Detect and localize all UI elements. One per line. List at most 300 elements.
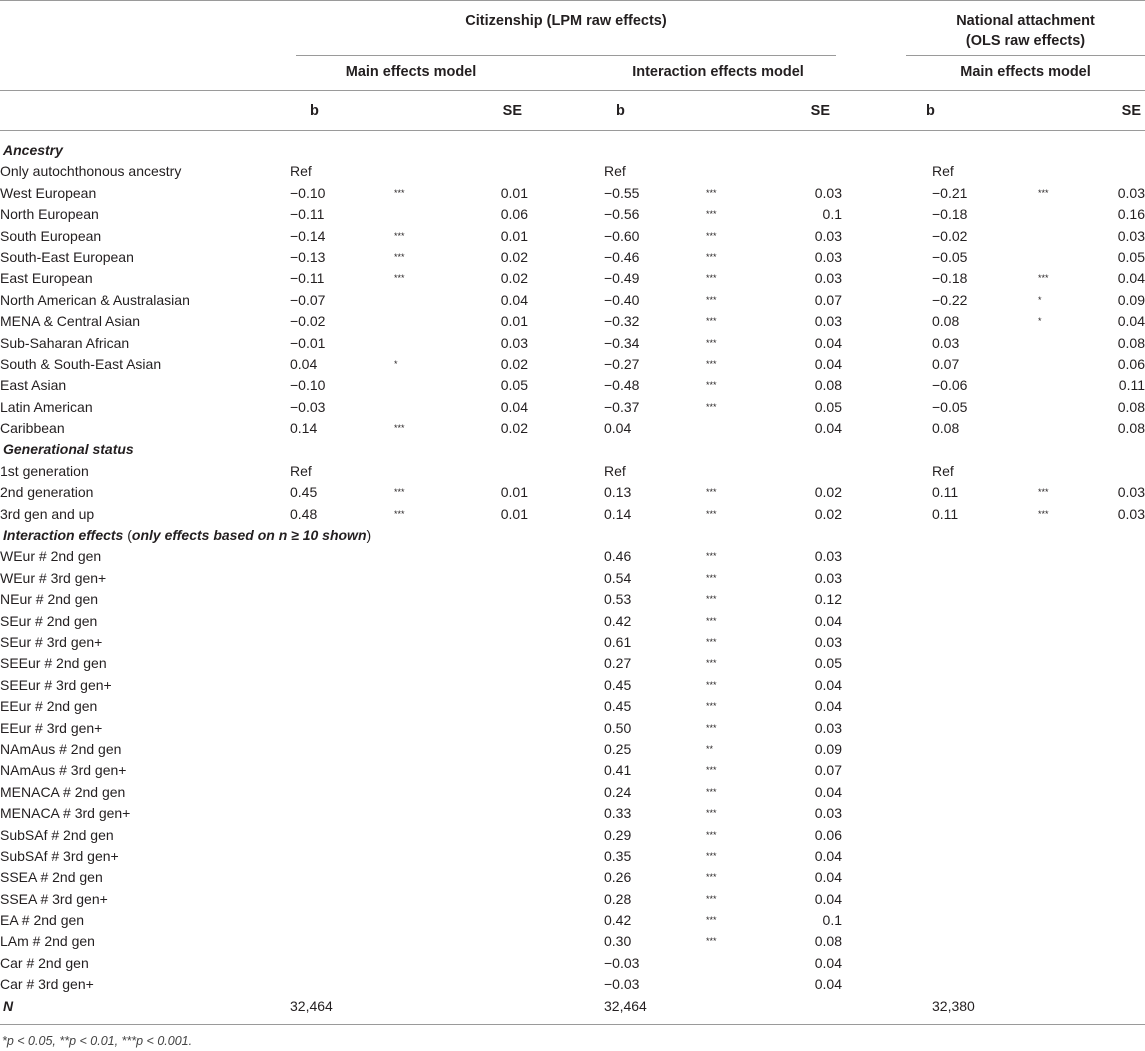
b-cell bbox=[290, 739, 394, 760]
sig-cell bbox=[394, 397, 458, 418]
se-cell bbox=[458, 739, 528, 760]
b-cell bbox=[290, 696, 394, 717]
sig-cell bbox=[1038, 354, 1112, 375]
sig-cell bbox=[1038, 910, 1112, 931]
se-cell: 0.11 bbox=[1118, 377, 1145, 394]
table-row bbox=[0, 803, 1145, 824]
se-cell: 0.02 bbox=[500, 355, 528, 372]
se-cell bbox=[1112, 611, 1145, 632]
table-row bbox=[0, 204, 1145, 225]
b-cell: 0.41 bbox=[604, 762, 632, 779]
sig-cell bbox=[1038, 226, 1112, 247]
se-cell: 0.01 bbox=[500, 227, 528, 244]
b-cell: 0.26 bbox=[604, 869, 632, 886]
b-cell: −0.60 bbox=[604, 227, 640, 244]
table-row bbox=[0, 974, 1145, 995]
sig-cell: *** bbox=[706, 765, 717, 776]
se-cell: 0.01 bbox=[500, 484, 528, 501]
se-cell bbox=[1112, 718, 1145, 739]
sig-cell bbox=[394, 931, 458, 952]
row-label: SSEA # 2nd gen bbox=[0, 869, 103, 886]
table-row bbox=[0, 290, 1145, 311]
sig-cell: *** bbox=[706, 508, 717, 519]
b-cell bbox=[290, 718, 394, 739]
se-cell: 0.1 bbox=[822, 912, 842, 929]
results-table bbox=[0, 140, 1145, 1017]
se-cell: 0.01 bbox=[500, 184, 528, 201]
b-cell bbox=[290, 931, 394, 952]
sig-cell bbox=[706, 974, 776, 995]
table-row bbox=[0, 846, 1145, 867]
se-cell: 0.04 bbox=[814, 869, 842, 886]
b-cell bbox=[290, 611, 394, 632]
b-cell: 0.33 bbox=[604, 805, 632, 822]
b-cell: −0.22 bbox=[932, 291, 968, 308]
header-national-attachment-line2: (OLS raw effects) bbox=[965, 33, 1086, 49]
table-row bbox=[0, 953, 1145, 974]
sig-cell: *** bbox=[706, 380, 717, 391]
b-cell: 0.07 bbox=[932, 355, 960, 372]
b-cell bbox=[290, 675, 394, 696]
table-row bbox=[0, 354, 1145, 375]
sig-cell bbox=[394, 889, 458, 910]
b-cell: 0.53 bbox=[604, 591, 632, 608]
se-cell bbox=[458, 546, 528, 567]
sig-cell bbox=[394, 204, 458, 225]
se-cell: 0.07 bbox=[814, 762, 842, 779]
table-row bbox=[0, 183, 1145, 204]
sig-cell bbox=[1038, 632, 1112, 653]
b-cell: 32,464 bbox=[604, 997, 647, 1014]
b-cell: −0.55 bbox=[604, 184, 640, 201]
se-cell: 0.07 bbox=[814, 291, 842, 308]
sig-cell: *** bbox=[394, 251, 405, 262]
sig-cell: *** bbox=[706, 850, 717, 861]
b-cell: −0.10 bbox=[290, 184, 326, 201]
row-label: NEur # 2nd gen bbox=[0, 591, 99, 608]
b-cell bbox=[290, 953, 394, 974]
table-row bbox=[0, 504, 1145, 525]
se-cell: 0.04 bbox=[1117, 313, 1145, 330]
b-cell bbox=[290, 589, 394, 610]
b-cell: 0.27 bbox=[604, 655, 632, 672]
sig-cell bbox=[1038, 846, 1112, 867]
section-label: Generational status bbox=[3, 441, 134, 458]
header-main-effects-model-2: Main effects model bbox=[960, 64, 1091, 80]
row-label: SEur # 2nd gen bbox=[0, 612, 98, 629]
row-label: 2nd generation bbox=[0, 484, 94, 501]
table-row bbox=[0, 418, 1145, 439]
b-cell bbox=[290, 546, 394, 567]
se-cell: 0.05 bbox=[1117, 248, 1145, 265]
sig-cell: *** bbox=[394, 230, 405, 241]
se-cell bbox=[1112, 782, 1145, 803]
sig-cell: *** bbox=[706, 701, 717, 712]
se-cell: 0.04 bbox=[814, 847, 842, 864]
b-cell bbox=[290, 846, 394, 867]
se-cell bbox=[1112, 461, 1145, 482]
b-cell bbox=[290, 889, 394, 910]
b-cell: Ref bbox=[290, 163, 312, 180]
sig-cell: *** bbox=[706, 786, 717, 797]
sig-cell bbox=[394, 953, 458, 974]
sig-cell: *** bbox=[394, 423, 405, 434]
se-cell bbox=[458, 568, 528, 589]
se-cell: 0.02 bbox=[500, 420, 528, 437]
b-cell bbox=[932, 568, 1038, 589]
row-label: 3rd gen and up bbox=[0, 505, 95, 522]
table-row bbox=[0, 696, 1145, 717]
sig-cell: *** bbox=[706, 658, 717, 669]
sig-cell bbox=[1038, 739, 1112, 760]
se-cell bbox=[458, 996, 528, 1017]
row-label: LAm # 2nd gen bbox=[0, 933, 95, 950]
header-national-attachment-line1: National attachment bbox=[956, 13, 1095, 29]
sig-cell: *** bbox=[706, 251, 717, 262]
sig-cell: *** bbox=[706, 872, 717, 883]
se-cell bbox=[458, 589, 528, 610]
row-label: West European bbox=[0, 184, 97, 201]
se-cell: 0.12 bbox=[814, 591, 842, 608]
se-cell bbox=[1112, 953, 1145, 974]
b-cell: 0.46 bbox=[604, 548, 632, 565]
sig-cell: *** bbox=[706, 230, 717, 241]
header-b-1: b bbox=[310, 103, 319, 119]
sig-cell bbox=[394, 910, 458, 931]
se-cell: 0.05 bbox=[814, 655, 842, 672]
se-cell bbox=[1112, 546, 1145, 567]
sig-cell: *** bbox=[706, 401, 717, 412]
b-cell: 0.50 bbox=[604, 719, 632, 736]
b-cell: −0.48 bbox=[604, 377, 640, 394]
table-row bbox=[0, 247, 1145, 268]
se-cell: 0.03 bbox=[814, 633, 842, 650]
table-bottom-rule bbox=[0, 1024, 1145, 1025]
se-cell bbox=[1112, 931, 1145, 952]
results-table-body bbox=[0, 140, 1145, 1017]
section-label: Ancestry bbox=[3, 142, 63, 158]
se-cell: 0.08 bbox=[814, 933, 842, 950]
sig-cell bbox=[394, 675, 458, 696]
b-cell: 0.42 bbox=[604, 612, 632, 629]
se-cell: 0.04 bbox=[814, 334, 842, 351]
b-cell bbox=[932, 846, 1038, 867]
se-cell bbox=[458, 696, 528, 717]
se-cell bbox=[458, 161, 528, 182]
table-row bbox=[0, 718, 1145, 739]
se-cell bbox=[458, 653, 528, 674]
sig-cell: *** bbox=[706, 273, 717, 284]
sig-cell: *** bbox=[1038, 508, 1049, 519]
significance-footnote: *p < 0.05, **p < 0.01, ***p < 0.001. bbox=[2, 1034, 193, 1048]
se-cell bbox=[1112, 889, 1145, 910]
table-row bbox=[0, 568, 1145, 589]
b-cell: −0.18 bbox=[932, 270, 968, 287]
sig-cell bbox=[394, 611, 458, 632]
b-cell bbox=[932, 611, 1038, 632]
b-cell: −0.03 bbox=[290, 398, 326, 415]
se-cell: 0.03 bbox=[1117, 505, 1145, 522]
se-cell bbox=[458, 889, 528, 910]
se-cell: 0.1 bbox=[822, 206, 842, 223]
table-row bbox=[0, 611, 1145, 632]
b-cell: −0.37 bbox=[604, 398, 640, 415]
sig-cell: *** bbox=[706, 337, 717, 348]
row-label: SEEur # 2nd gen bbox=[0, 655, 107, 672]
se-cell: 0.04 bbox=[814, 954, 842, 971]
sig-cell bbox=[706, 996, 776, 1017]
b-cell: 0.13 bbox=[604, 484, 632, 501]
sig-cell bbox=[394, 568, 458, 589]
sample-size-row bbox=[0, 996, 1145, 1017]
b-cell: Ref bbox=[932, 462, 954, 479]
sig-cell: *** bbox=[1038, 273, 1049, 284]
row-label: South & South-East Asian bbox=[0, 355, 162, 372]
sig-cell bbox=[394, 846, 458, 867]
table-row bbox=[0, 161, 1145, 182]
sig-cell: * bbox=[394, 358, 398, 369]
b-cell bbox=[932, 889, 1038, 910]
se-cell: 0.01 bbox=[500, 313, 528, 330]
sig-cell: *** bbox=[706, 187, 717, 198]
b-cell bbox=[932, 739, 1038, 760]
se-cell bbox=[458, 953, 528, 974]
row-label: SEur # 3rd gen+ bbox=[0, 633, 103, 650]
sig-cell bbox=[394, 290, 458, 311]
sig-cell bbox=[1038, 974, 1112, 995]
se-cell: 0.16 bbox=[1117, 206, 1145, 223]
sig-cell bbox=[394, 825, 458, 846]
sig-cell bbox=[1038, 568, 1112, 589]
b-cell: 0.14 bbox=[604, 505, 632, 522]
se-cell: 0.05 bbox=[814, 398, 842, 415]
row-label: WEur # 3rd gen+ bbox=[0, 569, 107, 586]
b-cell bbox=[290, 910, 394, 931]
sig-cell: *** bbox=[706, 594, 717, 605]
se-cell: 0.04 bbox=[500, 291, 528, 308]
sig-cell: *** bbox=[394, 187, 405, 198]
se-cell: 0.08 bbox=[814, 377, 842, 394]
sig-cell bbox=[1038, 760, 1112, 781]
se-cell: 0.02 bbox=[500, 248, 528, 265]
se-cell: 0.02 bbox=[500, 270, 528, 287]
b-cell: 0.11 bbox=[932, 484, 959, 501]
row-label: WEur # 2nd gen bbox=[0, 548, 102, 565]
row-label: South-East European bbox=[0, 248, 134, 265]
se-cell bbox=[458, 782, 528, 803]
rule-under-column-headers bbox=[0, 130, 1145, 131]
section-header-row bbox=[0, 140, 1145, 161]
sig-cell: *** bbox=[706, 808, 717, 819]
se-cell: 0.04 bbox=[814, 355, 842, 372]
se-cell bbox=[1112, 653, 1145, 674]
sig-cell: *** bbox=[706, 829, 717, 840]
sig-cell bbox=[1038, 161, 1112, 182]
b-cell: −0.06 bbox=[932, 377, 968, 394]
sig-cell bbox=[1038, 397, 1112, 418]
sig-cell: *** bbox=[706, 936, 717, 947]
sig-cell bbox=[706, 953, 776, 974]
row-label: EEur # 2nd gen bbox=[0, 698, 98, 715]
rule-under-national-attachment bbox=[906, 55, 1145, 56]
se-cell: 0.03 bbox=[814, 248, 842, 265]
b-cell: −0.13 bbox=[290, 248, 326, 265]
row-label: East Asian bbox=[0, 377, 67, 394]
se-cell: 0.03 bbox=[814, 569, 842, 586]
b-cell: Ref bbox=[290, 462, 312, 479]
sig-cell bbox=[706, 418, 776, 439]
b-cell: −0.18 bbox=[932, 206, 968, 223]
b-cell: 0.25 bbox=[604, 740, 632, 757]
sig-cell bbox=[1038, 675, 1112, 696]
se-cell: 0.06 bbox=[814, 826, 842, 843]
table-row bbox=[0, 910, 1145, 931]
se-cell: 0.03 bbox=[814, 548, 842, 565]
b-cell: −0.49 bbox=[604, 270, 640, 287]
sig-cell: *** bbox=[706, 722, 717, 733]
sig-cell bbox=[394, 161, 458, 182]
se-cell: 0.03 bbox=[1117, 227, 1145, 244]
se-cell: 0.04 bbox=[814, 783, 842, 800]
b-cell: −0.40 bbox=[604, 291, 640, 308]
se-cell bbox=[458, 825, 528, 846]
table-row bbox=[0, 333, 1145, 354]
row-label: Sub-Saharan African bbox=[0, 334, 130, 351]
se-cell: 0.08 bbox=[1117, 334, 1145, 351]
table-row bbox=[0, 397, 1145, 418]
b-cell: −0.56 bbox=[604, 206, 640, 223]
se-cell: 0.03 bbox=[814, 313, 842, 330]
sig-cell bbox=[394, 803, 458, 824]
table-row bbox=[0, 782, 1145, 803]
header-se-2: SE bbox=[810, 103, 830, 119]
row-label: EA # 2nd gen bbox=[0, 912, 85, 929]
se-cell: 0.04 bbox=[814, 612, 842, 629]
sig-cell bbox=[1038, 461, 1112, 482]
sig-cell bbox=[394, 546, 458, 567]
sig-cell bbox=[1038, 996, 1112, 1017]
se-cell bbox=[458, 718, 528, 739]
table-row bbox=[0, 760, 1145, 781]
header-interaction-effects-model: Interaction effects model bbox=[632, 64, 804, 80]
se-cell: 0.02 bbox=[814, 484, 842, 501]
sig-cell bbox=[1038, 204, 1112, 225]
row-label: SEEur # 3rd gen+ bbox=[0, 676, 112, 693]
b-cell bbox=[290, 867, 394, 888]
sig-cell bbox=[1038, 611, 1112, 632]
b-cell: −0.07 bbox=[290, 291, 326, 308]
table-row bbox=[0, 739, 1145, 760]
row-label: SubSAf # 2nd gen bbox=[0, 826, 114, 843]
b-cell bbox=[932, 760, 1038, 781]
b-cell: Ref bbox=[604, 462, 626, 479]
b-cell: −0.05 bbox=[932, 398, 968, 415]
table-row bbox=[0, 311, 1145, 332]
se-cell: 0.06 bbox=[1117, 355, 1145, 372]
row-label: NAmAus # 2nd gen bbox=[0, 740, 122, 757]
b-cell: 0.35 bbox=[604, 847, 632, 864]
b-cell bbox=[290, 974, 394, 995]
section-header-row bbox=[0, 439, 1145, 460]
b-cell: 0.08 bbox=[932, 313, 960, 330]
sig-cell bbox=[706, 161, 776, 182]
b-cell: −0.11 bbox=[290, 270, 325, 287]
b-cell bbox=[932, 867, 1038, 888]
se-cell bbox=[776, 461, 842, 482]
se-cell: 0.04 bbox=[814, 676, 842, 693]
b-cell bbox=[932, 675, 1038, 696]
table-row bbox=[0, 375, 1145, 396]
b-cell: −0.01 bbox=[290, 334, 326, 351]
row-label: South European bbox=[0, 227, 102, 244]
b-cell bbox=[932, 718, 1038, 739]
sig-cell bbox=[1038, 718, 1112, 739]
table-row bbox=[0, 589, 1145, 610]
se-cell bbox=[458, 803, 528, 824]
b-cell: 32,464 bbox=[290, 997, 333, 1014]
b-cell: −0.32 bbox=[604, 313, 640, 330]
sig-cell bbox=[1038, 247, 1112, 268]
sig-cell: * bbox=[1038, 316, 1042, 327]
table-row bbox=[0, 268, 1145, 289]
sig-cell bbox=[394, 760, 458, 781]
sig-cell: *** bbox=[706, 572, 717, 583]
b-cell bbox=[932, 782, 1038, 803]
section-label-interaction-effects bbox=[0, 525, 1145, 546]
se-cell: 0.03 bbox=[814, 805, 842, 822]
b-cell: Ref bbox=[604, 163, 626, 180]
sig-cell bbox=[1038, 375, 1112, 396]
se-cell bbox=[1112, 632, 1145, 653]
sig-cell: *** bbox=[1038, 187, 1049, 198]
b-cell bbox=[290, 632, 394, 653]
table-row bbox=[0, 675, 1145, 696]
table-row bbox=[0, 867, 1145, 888]
se-cell bbox=[458, 611, 528, 632]
se-cell bbox=[1112, 867, 1145, 888]
se-cell: 0.04 bbox=[814, 420, 842, 437]
sig-cell bbox=[394, 333, 458, 354]
sig-cell: *** bbox=[706, 294, 717, 305]
b-cell: 0.45 bbox=[604, 698, 632, 715]
row-label: Car # 2nd gen bbox=[0, 954, 89, 971]
sig-cell bbox=[394, 996, 458, 1017]
sig-cell: *** bbox=[706, 615, 717, 626]
sig-cell bbox=[1038, 653, 1112, 674]
se-cell: 0.03 bbox=[814, 270, 842, 287]
se-cell bbox=[1112, 825, 1145, 846]
se-cell bbox=[458, 675, 528, 696]
row-label: EEur # 3rd gen+ bbox=[0, 719, 103, 736]
sig-cell bbox=[394, 696, 458, 717]
b-cell: 0.08 bbox=[932, 420, 960, 437]
sig-cell bbox=[394, 867, 458, 888]
b-cell: 0.45 bbox=[290, 484, 318, 501]
b-cell bbox=[932, 589, 1038, 610]
b-cell bbox=[932, 696, 1038, 717]
sig-cell bbox=[394, 461, 458, 482]
se-cell bbox=[776, 161, 842, 182]
se-cell bbox=[1112, 803, 1145, 824]
b-cell: −0.10 bbox=[290, 377, 326, 394]
se-cell bbox=[776, 996, 842, 1017]
b-cell bbox=[932, 803, 1038, 824]
sig-cell bbox=[394, 375, 458, 396]
sig-cell bbox=[394, 974, 458, 995]
table-top-rule bbox=[0, 0, 1145, 1]
se-cell: 0.04 bbox=[814, 698, 842, 715]
se-cell bbox=[1112, 161, 1145, 182]
